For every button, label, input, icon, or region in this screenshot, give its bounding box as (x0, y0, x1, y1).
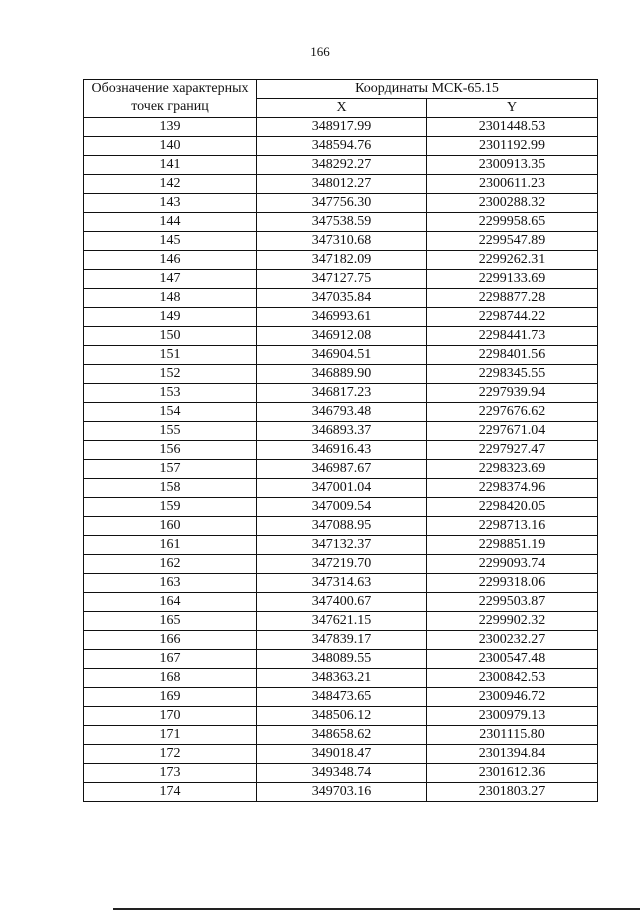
table-row (84, 194, 598, 213)
y-coordinate-cell: 2300288.32 (427, 194, 598, 213)
y-coordinate-cell: 2299133.69 (427, 270, 598, 289)
x-coordinate-cell: 347310.68 (257, 232, 427, 251)
x-coordinate-cell: 347132.37 (257, 536, 427, 555)
x-coordinate-cell: 346793.48 (257, 403, 427, 422)
x-coordinate-cell: 347088.95 (257, 517, 427, 536)
y-coordinate-cell: 2300547.48 (427, 650, 598, 669)
point-number-cell: 142 (84, 175, 257, 194)
y-coordinate-cell: 2300611.23 (427, 175, 598, 194)
table-row (84, 574, 598, 593)
x-coordinate-cell: 347621.15 (257, 612, 427, 631)
table-row (84, 669, 598, 688)
point-number-cell: 169 (84, 688, 257, 707)
y-coordinate-cell: 2298744.22 (427, 308, 598, 327)
table-row (84, 441, 598, 460)
table-row (84, 384, 598, 403)
x-coordinate-cell: 348292.27 (257, 156, 427, 175)
table-row (84, 327, 598, 346)
x-coordinate-cell: 347035.84 (257, 289, 427, 308)
y-coordinate-cell: 2298441.73 (427, 327, 598, 346)
point-number-cell: 171 (84, 726, 257, 745)
table-row (84, 289, 598, 308)
point-number-cell: 159 (84, 498, 257, 517)
x-coordinate-cell: 348363.21 (257, 669, 427, 688)
point-number-cell: 166 (84, 631, 257, 650)
y-coordinate-cell: 2300842.53 (427, 669, 598, 688)
y-coordinate-cell: 2300232.27 (427, 631, 598, 650)
x-coordinate-cell: 346817.23 (257, 384, 427, 403)
point-number-cell: 174 (84, 783, 257, 802)
table-row (84, 308, 598, 327)
y-coordinate-cell: 2297676.62 (427, 403, 598, 422)
y-column-header: Y (427, 99, 598, 118)
point-number-cell: 151 (84, 346, 257, 365)
y-coordinate-cell: 2297927.47 (427, 441, 598, 460)
table-row (84, 270, 598, 289)
point-number-cell: 153 (84, 384, 257, 403)
x-coordinate-cell: 346987.67 (257, 460, 427, 479)
table-row (84, 631, 598, 650)
table-row (84, 555, 598, 574)
x-coordinate-cell: 347314.63 (257, 574, 427, 593)
table-body (84, 118, 598, 802)
point-number-cell: 148 (84, 289, 257, 308)
table-row (84, 346, 598, 365)
y-coordinate-cell: 2301394.84 (427, 745, 598, 764)
table-row (84, 213, 598, 232)
point-number-cell: 170 (84, 707, 257, 726)
y-coordinate-cell: 2298713.16 (427, 517, 598, 536)
table-row (84, 745, 598, 764)
table-row (84, 403, 598, 422)
table-row (84, 422, 598, 441)
x-coordinate-cell: 347839.17 (257, 631, 427, 650)
point-number-cell: 140 (84, 137, 257, 156)
x-coordinate-cell: 348658.62 (257, 726, 427, 745)
point-number-cell: 146 (84, 251, 257, 270)
point-number-cell: 172 (84, 745, 257, 764)
point-number-cell: 165 (84, 612, 257, 631)
x-coordinate-cell: 347009.54 (257, 498, 427, 517)
y-coordinate-cell: 2299902.32 (427, 612, 598, 631)
table-row (84, 479, 598, 498)
y-coordinate-cell: 2299547.89 (427, 232, 598, 251)
y-coordinate-cell: 2301803.27 (427, 783, 598, 802)
table-row (84, 251, 598, 270)
table-row (84, 707, 598, 726)
point-number-cell: 160 (84, 517, 257, 536)
x-coordinate-cell: 347538.59 (257, 213, 427, 232)
table-row (84, 156, 598, 175)
x-coordinate-cell: 348012.27 (257, 175, 427, 194)
table-row (84, 118, 598, 137)
table-row (84, 783, 598, 802)
coordinates-table (83, 79, 598, 802)
x-coordinate-cell: 346912.08 (257, 327, 427, 346)
x-coordinate-cell: 346993.61 (257, 308, 427, 327)
y-coordinate-cell: 2300913.35 (427, 156, 598, 175)
x-coordinate-cell: 346893.37 (257, 422, 427, 441)
table-row (84, 232, 598, 251)
y-coordinate-cell: 2297939.94 (427, 384, 598, 403)
point-number-cell: 167 (84, 650, 257, 669)
x-coordinate-cell: 347400.67 (257, 593, 427, 612)
point-number-cell: 157 (84, 460, 257, 479)
point-number-cell: 155 (84, 422, 257, 441)
x-coordinate-cell: 347001.04 (257, 479, 427, 498)
table-row (84, 764, 598, 783)
x-coordinate-cell: 349348.74 (257, 764, 427, 783)
point-number-cell: 143 (84, 194, 257, 213)
point-number-cell: 162 (84, 555, 257, 574)
table-header (84, 80, 598, 118)
point-column-header: Обозначение характерных точек границ (84, 80, 257, 118)
table-row (84, 517, 598, 536)
table-row (84, 498, 598, 517)
point-number-cell: 164 (84, 593, 257, 612)
y-coordinate-cell: 2301192.99 (427, 137, 598, 156)
x-coordinate-cell: 346904.51 (257, 346, 427, 365)
point-number-cell: 139 (84, 118, 257, 137)
y-coordinate-cell: 2299958.65 (427, 213, 598, 232)
point-number-cell: 147 (84, 270, 257, 289)
point-number-cell: 150 (84, 327, 257, 346)
x-coordinate-cell: 348089.55 (257, 650, 427, 669)
point-number-cell: 163 (84, 574, 257, 593)
point-number-cell: 168 (84, 669, 257, 688)
point-number-cell: 145 (84, 232, 257, 251)
table-row (84, 593, 598, 612)
y-coordinate-cell: 2301115.80 (427, 726, 598, 745)
y-coordinate-cell: 2298877.28 (427, 289, 598, 308)
point-number-cell: 141 (84, 156, 257, 175)
y-coordinate-cell: 2298401.56 (427, 346, 598, 365)
y-coordinate-cell: 2298374.96 (427, 479, 598, 498)
x-coordinate-cell: 346916.43 (257, 441, 427, 460)
y-coordinate-cell: 2300979.13 (427, 707, 598, 726)
point-number-cell: 161 (84, 536, 257, 555)
table-row (84, 460, 598, 479)
point-number-cell: 158 (84, 479, 257, 498)
x-coordinate-cell: 347756.30 (257, 194, 427, 213)
x-coordinate-cell: 347182.09 (257, 251, 427, 270)
table-row (84, 137, 598, 156)
table-row (84, 365, 598, 384)
y-coordinate-cell: 2298851.19 (427, 536, 598, 555)
point-number-cell: 149 (84, 308, 257, 327)
table-row (84, 536, 598, 555)
y-coordinate-cell: 2299093.74 (427, 555, 598, 574)
x-column-header: X (257, 99, 427, 118)
point-number-cell: 152 (84, 365, 257, 384)
y-coordinate-cell: 2300946.72 (427, 688, 598, 707)
x-coordinate-cell: 347219.70 (257, 555, 427, 574)
x-coordinate-cell: 348473.65 (257, 688, 427, 707)
y-coordinate-cell: 2299503.87 (427, 593, 598, 612)
x-coordinate-cell: 346889.90 (257, 365, 427, 384)
header-row-top (84, 80, 598, 99)
table-row (84, 612, 598, 631)
x-coordinate-cell: 348506.12 (257, 707, 427, 726)
x-coordinate-cell: 347127.75 (257, 270, 427, 289)
y-coordinate-cell: 2298323.69 (427, 460, 598, 479)
y-coordinate-cell: 2298420.05 (427, 498, 598, 517)
table-row (84, 175, 598, 194)
y-coordinate-cell: 2297671.04 (427, 422, 598, 441)
table-row (84, 726, 598, 745)
point-number-cell: 156 (84, 441, 257, 460)
y-coordinate-cell: 2298345.55 (427, 365, 598, 384)
y-coordinate-cell: 2301612.36 (427, 764, 598, 783)
x-coordinate-cell: 349018.47 (257, 745, 427, 764)
point-number-cell: 154 (84, 403, 257, 422)
x-coordinate-cell: 349703.16 (257, 783, 427, 802)
coordinates-group-header: Координаты МСК-65.15 (257, 80, 598, 99)
x-coordinate-cell: 348917.99 (257, 118, 427, 137)
y-coordinate-cell: 2299318.06 (427, 574, 598, 593)
table-row (84, 650, 598, 669)
point-number-cell: 173 (84, 764, 257, 783)
y-coordinate-cell: 2301448.53 (427, 118, 598, 137)
page-number: 166 (310, 44, 330, 59)
x-coordinate-cell: 348594.76 (257, 137, 427, 156)
point-number-cell: 144 (84, 213, 257, 232)
y-coordinate-cell: 2299262.31 (427, 251, 598, 270)
page-bottom-rule (113, 908, 640, 910)
table-row (84, 688, 598, 707)
